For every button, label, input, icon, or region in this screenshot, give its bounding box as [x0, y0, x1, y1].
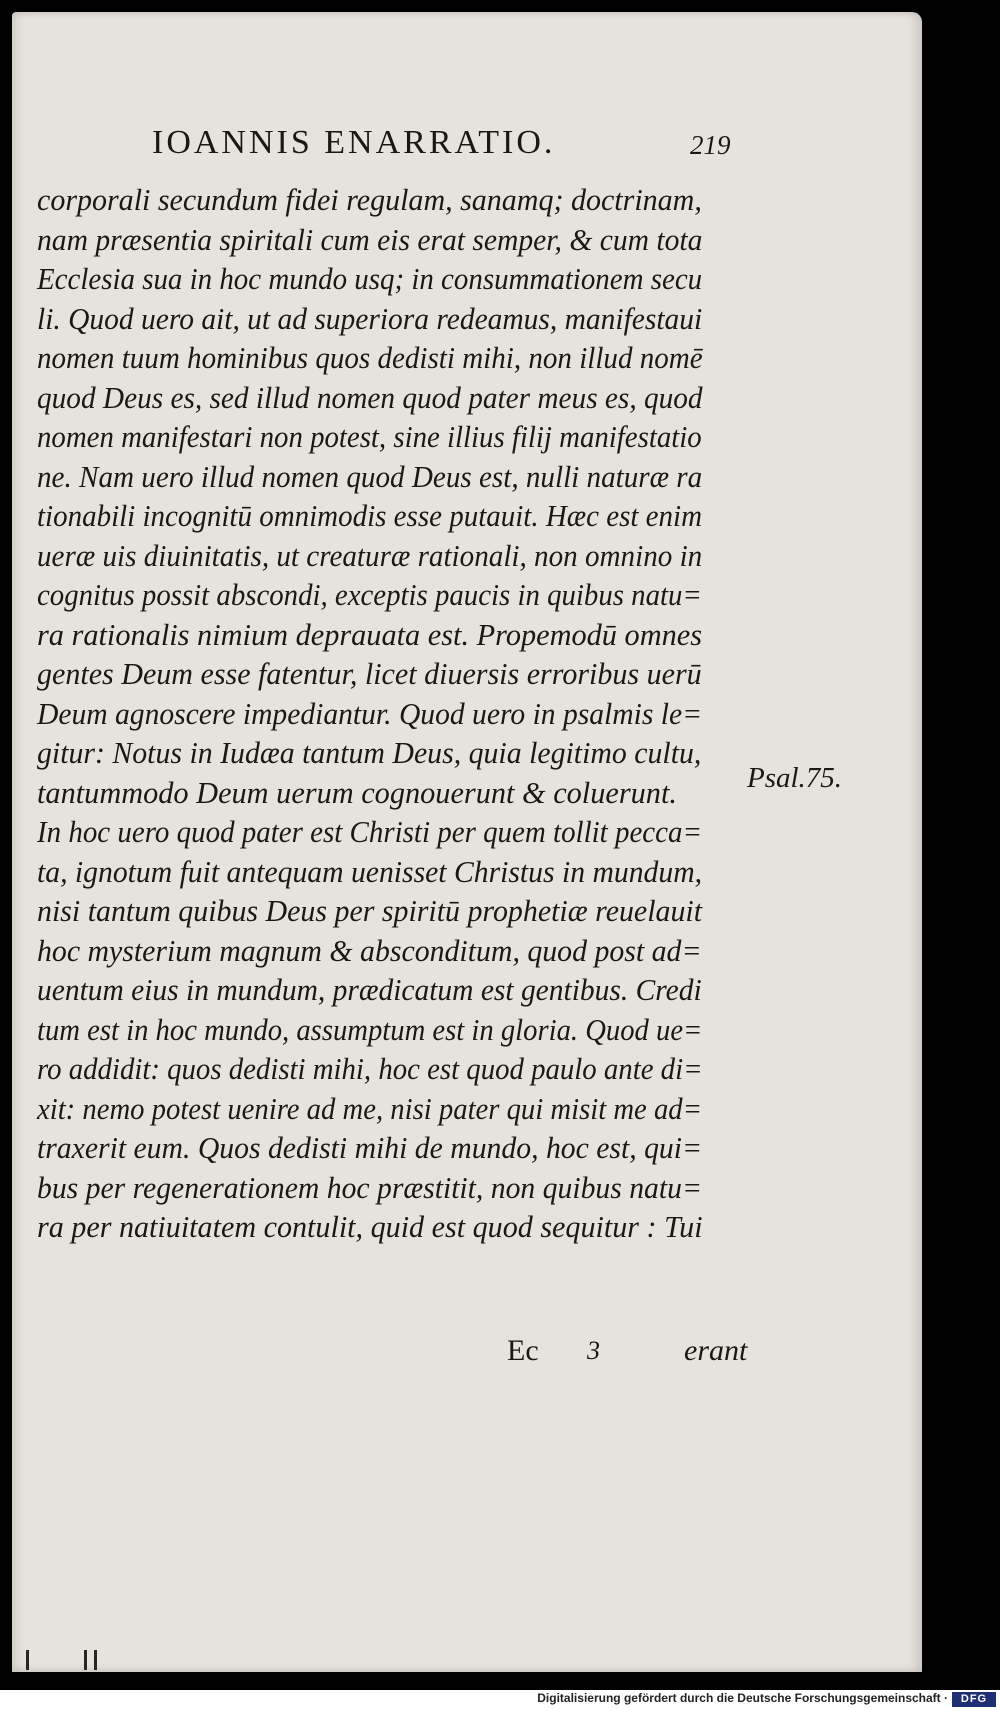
text-line: ro addidit: quos dedisti mihi, hoc est quod paulo ante di= — [37, 1051, 703, 1086]
signature-mark: Ec — [507, 1334, 539, 1367]
text-line: traxerit eum. Quos dedisti mihi de mundo, hoc est, qui= — [37, 1130, 703, 1165]
text-line: nomen manifestari non potest, sine illius filij manifestatio — [37, 419, 702, 454]
text-line: nisi tantum quibus Deus per spiritū prophetiæ reuelauit — [37, 893, 703, 928]
text-line: gentes Deum esse fatentur, licet diuersis erroribus uerū — [37, 656, 702, 691]
folio-number: 219 — [690, 130, 731, 160]
text-line: cognitus possit abscondi, exceptis paucis in quibus natu= — [37, 577, 702, 612]
text-line: li. Quod uero ait, ut ad superiora redeamus, manifestaui — [37, 300, 703, 336]
footer-bar — [0, 1690, 1000, 1709]
page-edge-marks — [12, 1650, 922, 1672]
page-header — [152, 124, 752, 164]
text-line: ne. Nam uero illud nomen quod Deus est, nulli naturæ ra — [37, 458, 703, 494]
text-line: nomen tuum hominibus quos dedisti mihi, non illud nomē — [37, 340, 703, 375]
body-text — [37, 180, 717, 1247]
marginal-note: Psal.75. — [747, 762, 843, 794]
text-line: Ecclesia sua in hoc mundo usq; in consummationem secu — [37, 261, 703, 296]
text-line: hoc mysterium magnum & absconditum, quod post ad= — [37, 932, 702, 968]
text-line: ta, ignotum fuit antequam uenisset Christus in mundum, — [37, 853, 703, 889]
edge-tick — [94, 1650, 97, 1670]
running-title: IOANNIS ENARRATIO. — [152, 124, 556, 161]
text-line: tionabili incognitū omnimodis esse putauit. Hæc est enim — [37, 498, 703, 533]
text-line: ueræ uis diuinitatis, ut creaturæ rationali, non omnino in — [37, 537, 703, 573]
text-line: Deum agnoscere impediantur. Quod uero in psalmis le= — [37, 695, 703, 731]
text-line: ra rationalis nimium deprauata est. Propemodū omnes — [37, 616, 703, 652]
text-line: bus per regenerationem hoc præstitit, non quibus natu= — [37, 1169, 702, 1205]
catchline — [12, 1334, 922, 1374]
text-line: tum est in hoc mundo, assumptum est in gloria. Quod ue= — [37, 1011, 703, 1047]
funding-credit: Digitalisierung gefördert durch die Deutsche Forschungsgemeinschaft · — [537, 1691, 948, 1705]
text-line: corporali secundum fidei regulam, sanamq; doctrinam, — [37, 182, 702, 217]
catchword: erant — [684, 1334, 748, 1367]
edge-tick — [26, 1650, 29, 1670]
text-line: quod Deus es, sed illud nomen quod pater meus es, quod — [37, 379, 703, 415]
text-line: gitur: Notus in Iudæa tantum Deus, quia legitimo cultu, — [37, 735, 702, 770]
text-line: uentum eius in mundum, prædicatum est gentibus. Credi — [37, 972, 702, 1007]
text-line: ra per natiuitatem contulit, quid est quod sequitur : Tui — [37, 1209, 703, 1244]
dfg-logo: DFG — [952, 1692, 996, 1707]
book-page — [12, 12, 922, 1672]
text-line: nam præsentia spiritali cum eis erat semper, & cum tota — [37, 221, 703, 257]
edge-tick — [84, 1650, 87, 1670]
text-line: In hoc uero quod pater est Christi per quem tollit pecca= — [37, 814, 703, 849]
text-line: xit: nemo potest uenire ad me, nisi pater qui misit me ad= — [37, 1090, 702, 1126]
text-line: tantummodo Deum uerum cognouerunt & coluerunt. — [37, 774, 677, 810]
signature-number: 3 — [587, 1336, 600, 1365]
